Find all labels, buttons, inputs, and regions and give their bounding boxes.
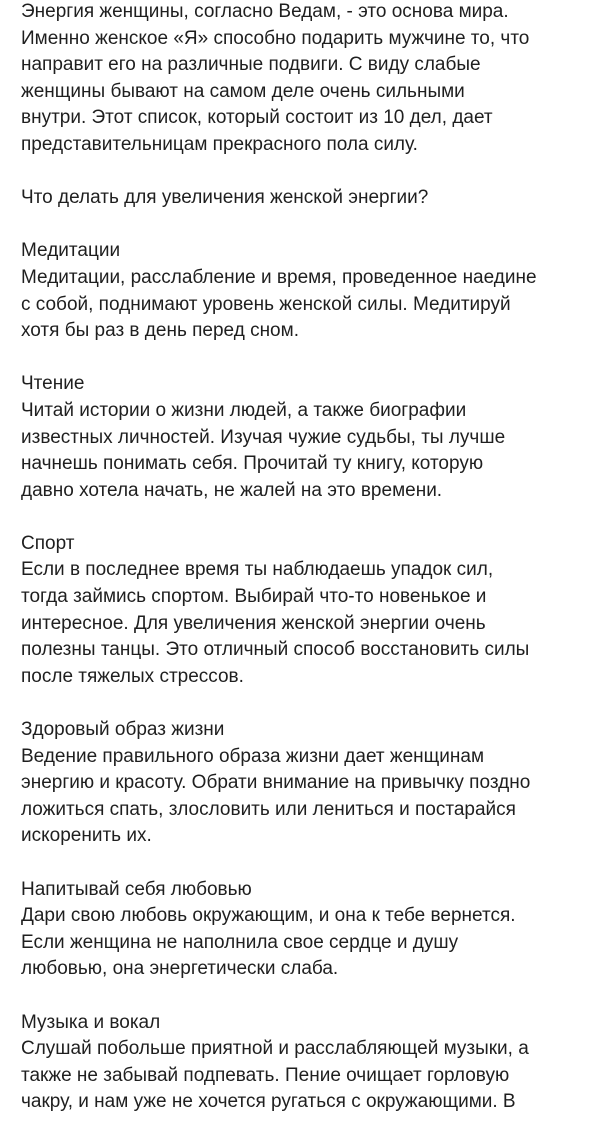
text-line: любовью, она энергетически слаба. xyxy=(21,958,339,980)
section-healthy-lifestyle xyxy=(21,717,591,850)
blank-line xyxy=(21,212,591,239)
blank-line xyxy=(21,345,591,372)
text-line: Дари свою любовь окружающим, и она к тебе вернется. xyxy=(21,905,516,927)
blank-line xyxy=(21,504,591,531)
section-heading: Медитации xyxy=(21,240,121,262)
section-reading xyxy=(21,371,591,504)
intro-paragraph xyxy=(21,0,591,159)
text-line: искоренить их. xyxy=(21,825,152,847)
blank-line xyxy=(21,983,591,1010)
section-heading: Чтение xyxy=(21,373,85,395)
text-line: Энергия женщины, согласно Ведам, - это основа мира. xyxy=(21,1,509,22)
text-line: Если в последнее время ты наблюдаешь упадок сил, xyxy=(21,559,494,581)
blank-line xyxy=(21,159,591,186)
text-line: Читай истории о жизни людей, а также биографии xyxy=(21,399,467,421)
text-line: чакру, и нам уже не хочется ругаться с окружающими. В xyxy=(21,1091,516,1113)
text-line: давно хотела начать, не жалей на это времени. xyxy=(21,479,443,501)
section-meditation xyxy=(21,238,591,344)
text-line: хотя бы раз в день перед сном. xyxy=(21,320,299,342)
text-line: направит его на различные подвиги. С виду слабые xyxy=(21,54,481,76)
text-line: начнешь понимать себя. Прочитай ту книгу, которую xyxy=(21,453,484,475)
text-line: полезны танцы. Это отличный способ восстановить силы xyxy=(21,639,530,661)
text-line: Медитации, расслабление и время, проведенное наедине xyxy=(21,266,537,288)
section-music-vocals xyxy=(21,1010,591,1116)
section-sport xyxy=(21,531,591,691)
text-line: с собой, поднимают уровень женской силы. Медитируй xyxy=(21,293,511,315)
text-line: Именно женское «Я» способно подарить мужчине то, что xyxy=(21,27,530,49)
text-line: Слушай побольше приятной и расслабляющей музыки, а xyxy=(21,1038,529,1060)
text-line: Ведение правильного образа жизни дает женщинам xyxy=(21,745,485,767)
section-heading: Здоровый образ жизни xyxy=(21,719,225,741)
text-line: известных личностей. Изучая чужие судьбы, ты лучше xyxy=(21,426,506,448)
section-heading: Спорт xyxy=(21,532,75,554)
section-heading: Напитывай себя любовью xyxy=(21,878,252,900)
section-love xyxy=(21,877,591,983)
blank-line xyxy=(21,850,591,877)
text-line: ложиться спать, злословить или лениться и постарайся xyxy=(21,798,516,820)
text-line: женщины бывают на самом деле очень сильными xyxy=(21,80,465,102)
post-text xyxy=(21,0,591,1116)
question-line: Что делать для увеличения женской энергии? xyxy=(21,187,429,209)
section-heading: Музыка и вокал xyxy=(21,1011,161,1033)
text-line: Если женщина не наполнила свое сердце и душу xyxy=(21,931,459,953)
text-line: внутри. Этот список, который состоит из 10 дел, дает xyxy=(21,107,493,129)
text-line: также не забывай подпевать. Пение очищает горловую xyxy=(21,1064,510,1086)
text-line: после тяжелых стрессов. xyxy=(21,665,244,687)
blank-line xyxy=(21,690,591,717)
text-line: тогда займись спортом. Выбирай что-то новенькое и xyxy=(21,586,487,608)
text-line: представительницам прекрасного пола силу. xyxy=(21,133,418,155)
text-line: интересное. Для увеличения женской энергии очень xyxy=(21,612,486,634)
text-line: энергию и красоту. Обрати внимание на привычку поздно xyxy=(21,772,531,794)
